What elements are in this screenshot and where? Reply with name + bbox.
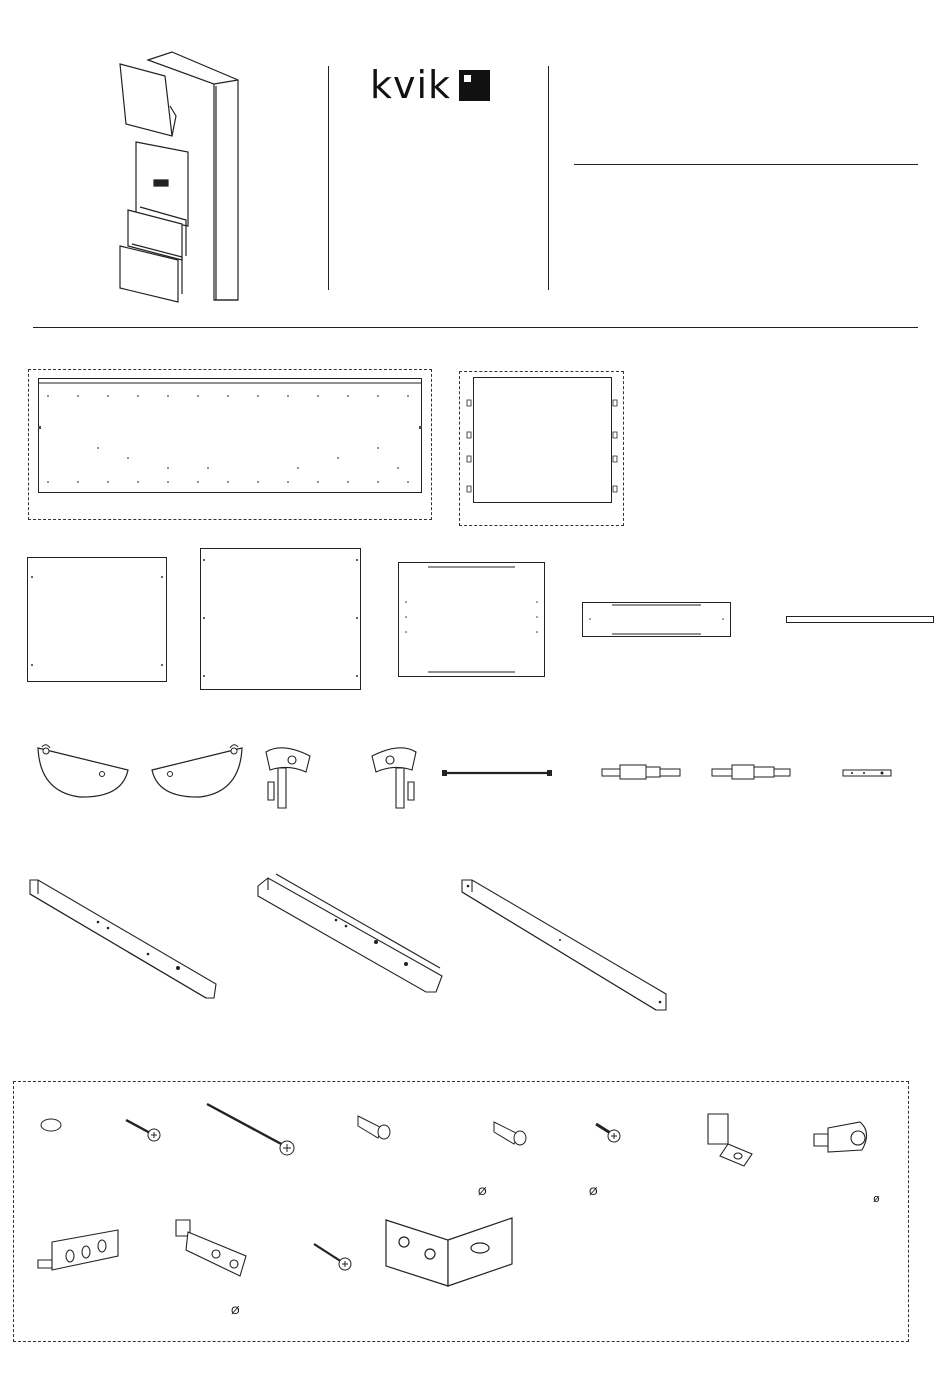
header-separator <box>33 327 918 328</box>
shelf-bracket-pin <box>168 1218 250 1278</box>
drawer-runner-3 <box>460 878 668 1012</box>
header-divider-right <box>548 66 549 290</box>
shelf-panel <box>582 602 731 637</box>
drawer-runner-1 <box>28 878 218 1000</box>
door-panel-small <box>27 557 167 682</box>
lift-bracket-left <box>36 742 132 798</box>
lift-mechanism-right <box>368 742 420 812</box>
long-screw <box>205 1100 297 1158</box>
euro-screw <box>594 1120 624 1146</box>
corner-bracket <box>384 1214 516 1288</box>
top-panel-dowels <box>467 380 617 500</box>
logo-square-mark <box>459 70 490 101</box>
kvik-logo <box>370 65 490 105</box>
tall-cabinet-illustration <box>110 50 240 300</box>
connecting-rod <box>442 768 552 778</box>
short-screw <box>124 1116 162 1144</box>
diameter-label-2: Ø <box>589 1186 598 1198</box>
angle-bracket <box>704 1110 756 1168</box>
lift-bracket-right <box>148 742 244 798</box>
header-divider-left <box>328 66 329 290</box>
mounting-screw <box>312 1240 354 1272</box>
plinth-strip <box>786 616 934 624</box>
drawer-coupling-1 <box>600 763 682 781</box>
oven-front-panel <box>200 548 361 690</box>
wall-plug-large <box>356 1110 392 1140</box>
side-panel <box>38 378 422 493</box>
back-panel <box>398 562 545 677</box>
diameter-label-1: Ø <box>478 1186 487 1198</box>
drawer-coupling-2 <box>710 763 792 781</box>
diameter-label-4: Ø <box>231 1305 240 1317</box>
lift-mechanism-left <box>262 742 314 812</box>
logo-wordmark: kvik <box>370 63 452 107</box>
hinge-plate <box>36 1226 122 1274</box>
title-underline <box>574 164 918 165</box>
drawer-coupling-3 <box>842 767 892 779</box>
wall-plug-small <box>492 1116 528 1146</box>
shelf-support-pin <box>812 1116 874 1158</box>
cover-cap <box>40 1118 62 1132</box>
drawer-runner-2 <box>256 872 444 994</box>
diameter-label-3: ø <box>873 1193 880 1205</box>
